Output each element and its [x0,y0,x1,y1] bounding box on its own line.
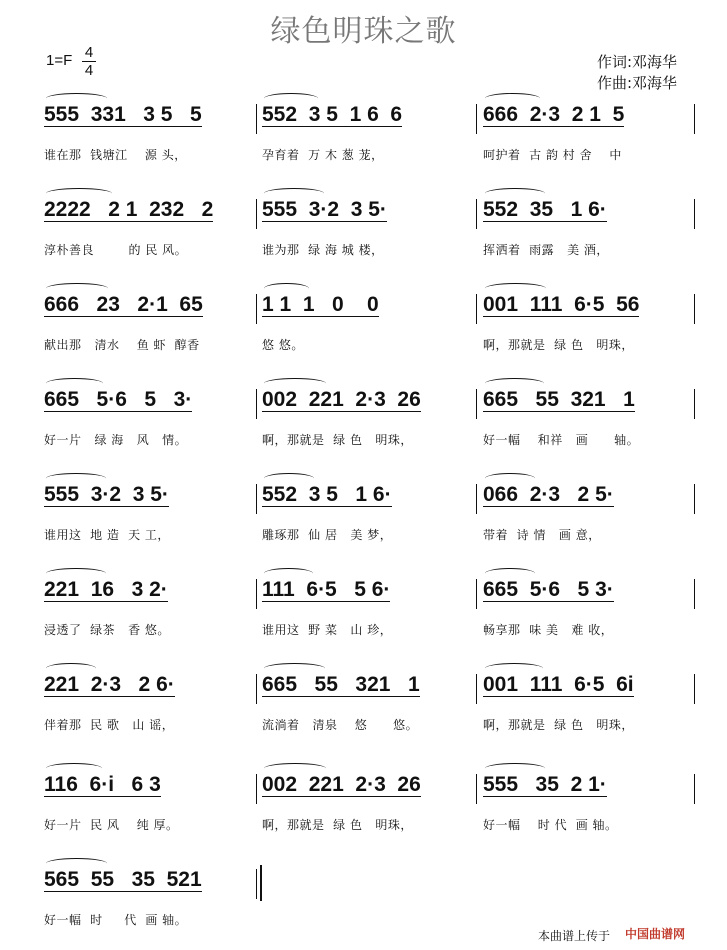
slur-arc [46,858,107,869]
barline [694,389,695,419]
notation-measure: 002 221 2·3 26 [262,772,421,798]
time-signature [82,44,96,79]
lyric-line: 悠 悠。 [262,338,304,352]
slur-arc [46,663,96,674]
underline-beam [44,891,202,892]
slur-arc [46,283,108,294]
barline [476,579,477,609]
underline-beam [262,411,421,412]
barline [256,294,257,324]
barline [256,104,257,134]
lyric-line: 谁用这 野 菜 山 珍， [262,623,393,637]
barline [694,294,695,324]
slur-arc [264,93,318,104]
lyric-line: 啊，那就是 绿 色 明珠， [483,718,634,732]
barline [694,104,695,134]
key-signature: 1=F [46,52,73,69]
site-logo: 中国曲谱网 [625,927,686,941]
barline [256,579,257,609]
lyric-line: 孕育着 万 木 葱 茏， [262,148,384,162]
composer-credit: 作曲:邓海华 [597,74,678,92]
meter-numerator: 4 [84,44,94,61]
underline-beam [44,696,175,697]
notation-measure: 066 2·3 2 5· [483,482,614,508]
notation-measure: 001 111 6·5 6i [483,672,634,698]
underline-beam [483,316,639,317]
lyric-line: 流淌着 清泉 悠 悠。 [262,718,419,732]
credits [597,52,677,94]
underline-beam [262,696,420,697]
song-title: 绿色明珠之歌 [270,14,457,49]
barline [256,484,257,514]
barline [256,199,257,229]
slur-arc [485,473,535,484]
slur-arc [46,93,107,104]
lyric-line: 带着 诗 情 画 意， [483,528,601,542]
notation-measure: 666 23 2·1 65 [44,292,203,318]
lyric-line: 好一幅 时 代 画 轴。 [483,818,618,832]
lyric-line: 挥洒着 雨露 美 酒， [483,243,609,257]
notation-measure: 1 1 1 0 0 [262,292,379,318]
lyric-line: 献出那 清水 鱼 虾 醇香 [44,338,200,352]
underline-beam [483,601,614,602]
notation-measure: 552 35 1 6· [483,197,607,223]
notation-measure: 665 55 321 1 [483,387,635,413]
barline [256,674,257,704]
notation-measure: 001 111 6·5 56 [483,292,639,318]
underline-beam [44,316,203,317]
score-system [0,195,727,275]
slur-arc [46,473,106,484]
slur-arc [264,378,326,389]
barline [476,104,477,134]
score-system [0,770,727,850]
underline-beam [262,316,379,317]
lyric-line: 呵护着 古 韵 村 舍 中 [483,148,622,162]
slur-arc [264,663,325,674]
lyric-line: 畅享那 味 美 难 收， [483,623,614,637]
barline [256,389,257,419]
barline [476,484,477,514]
barline [476,199,477,229]
underline-beam [44,221,213,222]
lyric-line: 啊，那就是 绿 色 明珠， [262,433,413,447]
barline [694,579,695,609]
barline [476,674,477,704]
lyric-line: 好一幅 和祥 画 轴。 [483,433,640,447]
notation-measure: 552 3 5 1 6 6 [262,102,402,128]
barline [476,294,477,324]
slur-arc [485,568,535,579]
slur-arc [46,378,103,389]
notation-measure: 116 6·i 6 3 [44,772,161,798]
underline-beam [262,126,402,127]
underline-beam [44,126,202,127]
notation-measure: 555 331 3 5 5 [44,102,202,128]
underline-beam [44,796,161,797]
notation-measure: 665 5·6 5 3· [483,577,614,603]
barline [476,389,477,419]
slur-arc [485,188,545,199]
lyric-line: 雕琢那 仙 居 美 梦， [262,528,393,542]
lyric-line: 浸透了 绿茶 香 悠。 [44,623,170,637]
underline-beam [483,411,635,412]
notation-measure: 665 5·6 5 3· [44,387,192,413]
lyric-line: 谁用这 地 造 天 工， [44,528,170,542]
score-system [0,575,727,655]
lyric-line: 淳朴善良 的 民 风。 [44,243,188,257]
notation-measure: 002 221 2·3 26 [262,387,421,413]
barline [256,774,257,804]
slur-arc [264,568,313,579]
underline-beam [44,411,192,412]
notation-measure: 221 2·3 2 6· [44,672,175,698]
footer-text: 本曲谱上传于 [538,929,611,943]
underline-beam [44,601,168,602]
underline-beam [44,506,169,507]
underline-beam [262,221,387,222]
underline-beam [262,796,421,797]
notation-measure: 221 16 3 2· [44,577,168,603]
underline-beam [483,696,634,697]
barline [694,774,695,804]
underline-beam [262,506,392,507]
notation-measure: 555 3·2 3 5· [262,197,387,223]
slur-arc [485,378,544,389]
lyric-line: 啊，那就是 绿 色 明珠， [483,338,634,352]
slur-arc [264,188,324,199]
notation-measure: 565 55 35 521 [44,867,202,893]
slur-arc [485,93,540,104]
slur-arc [46,763,102,774]
lyric-line: 好一片 民 风 纯 厚。 [44,818,179,832]
slur-arc [485,763,545,774]
underline-beam [262,601,390,602]
slur-arc [46,568,106,579]
lyric-line: 谁在那 钱塘江 源 头， [44,148,187,162]
barline [694,674,695,704]
meter-denominator: 4 [82,61,96,79]
slur-arc [264,283,309,294]
notation-measure: 555 3·2 3 5· [44,482,169,508]
lyric-line: 谁为那 绿 海 城 楼， [262,243,384,257]
final-barline-thick [260,865,262,901]
underline-beam [483,221,607,222]
slur-arc [264,763,326,774]
lyricist-credit: 作词:邓海华 [597,53,678,71]
lyric-line: 好一片 绿 海 风 情。 [44,433,188,447]
score-system [0,480,727,560]
score-system [0,290,727,370]
underline-beam [483,506,614,507]
score-system [0,100,727,180]
slur-arc [485,663,543,674]
barline [694,484,695,514]
final-barline-thin [256,869,257,899]
notation-measure: 552 3 5 1 6· [262,482,392,508]
notation-measure: 555 35 2 1· [483,772,607,798]
underline-beam [483,796,607,797]
underline-beam [483,126,624,127]
slur-arc [46,188,112,199]
lyric-line: 伴着那 民 歌 山 谣， [44,718,175,732]
score-system [0,385,727,465]
score-system [0,865,727,945]
lyric-line: 好一幅 时 代 画 轴。 [44,913,188,927]
score-system [0,670,727,750]
slur-arc [485,283,546,294]
slur-arc [264,473,314,484]
notation-measure: 665 55 321 1 [262,672,420,698]
notation-measure: 666 2·3 2 1 5 [483,102,624,128]
barline [476,774,477,804]
notation-measure: 111 6·5 5 6· [262,577,390,603]
notation-measure: 2222 2 1 232 2 [44,197,213,223]
lyric-line: 啊，那就是 绿 色 明珠， [262,818,413,832]
barline [694,199,695,229]
